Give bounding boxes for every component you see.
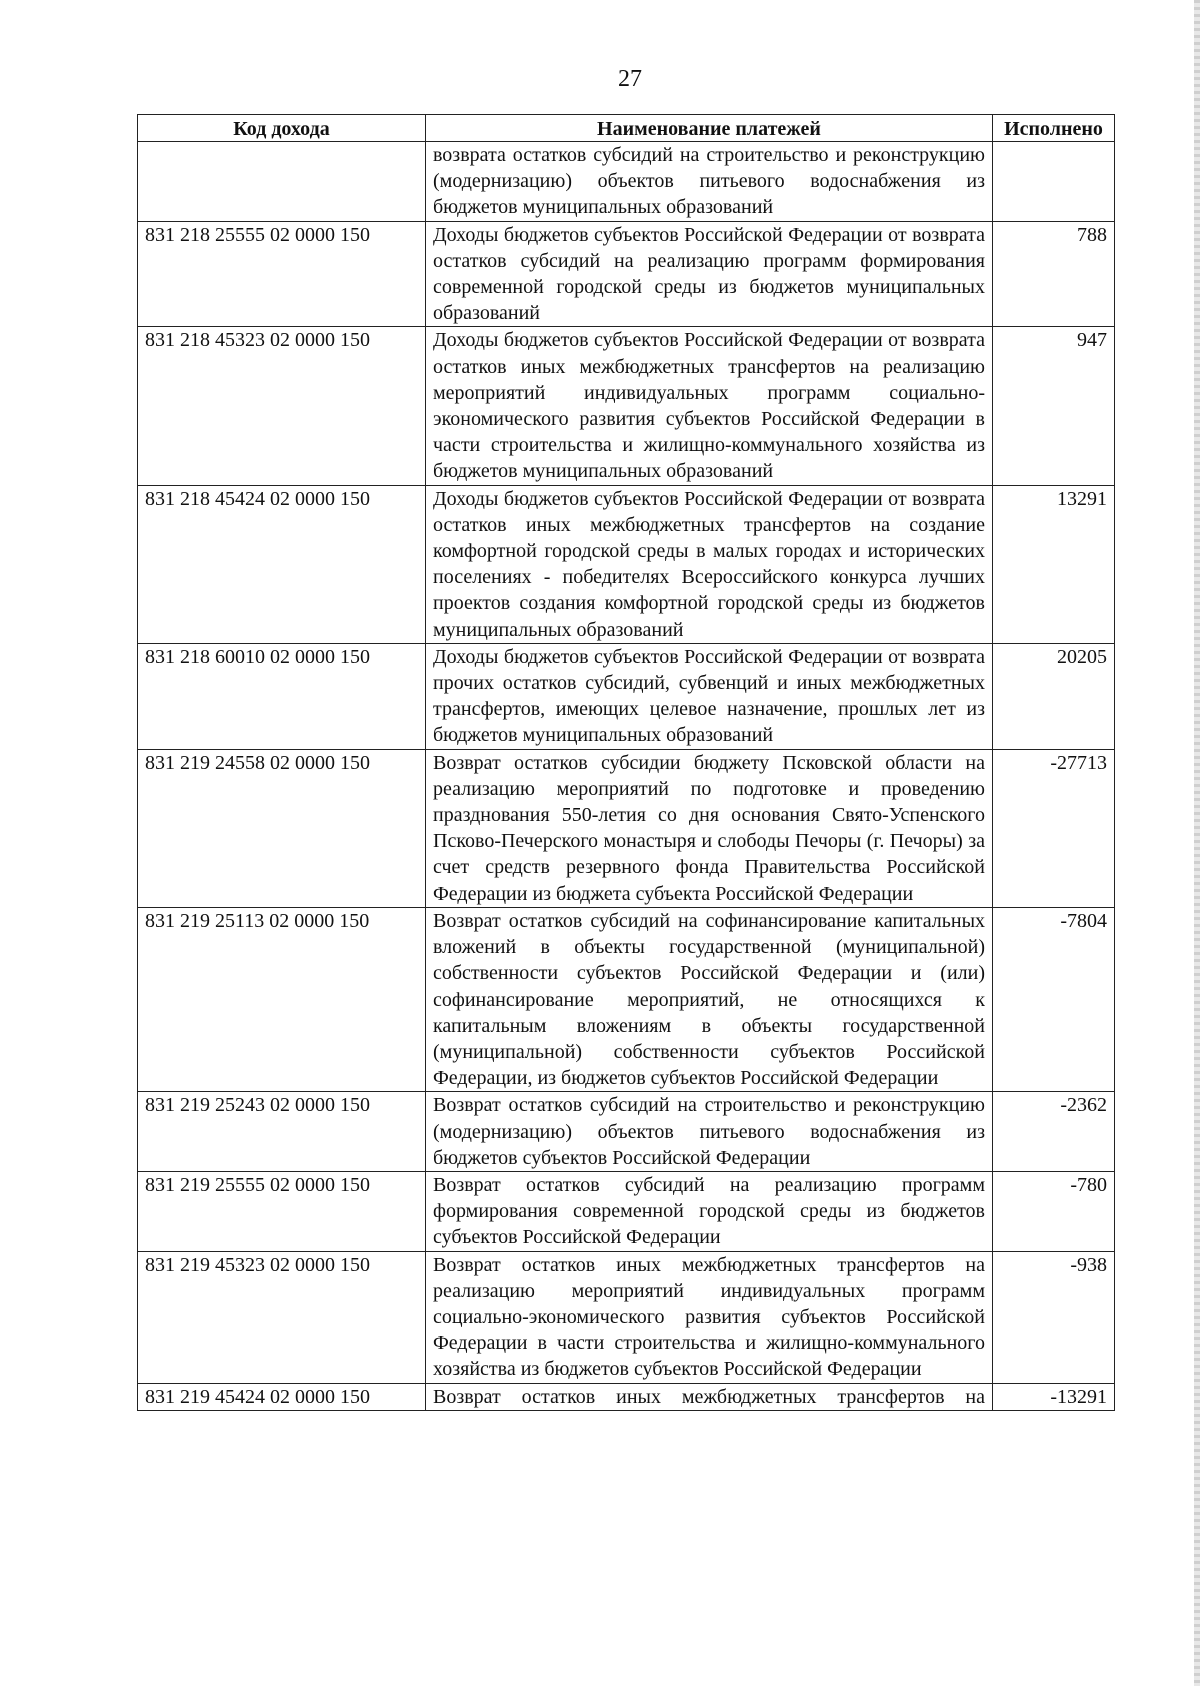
row-name: Возврат остатков субсидии бюджету Псковской области на реализацию мероприятий по подготовке и проведению празднования 550-летия со дня основания Свято-Успенского Псково-Печерского монастыря и слободы Печоры (г. Печоры) за счет средств резервного фонда Правительства Российской Федерации из бюджета субъекта Российской Федерации — [426, 749, 993, 907]
row-code: 831 219 25113 02 0000 150 — [138, 907, 426, 1091]
row-name: Доходы бюджетов субъектов Российской Федерации от возврата остатков иных межбюджетных трансфертов на создание комфортной городской среды в малых городах и исторических поселениях - победителях Всероссийского конкурса лучших проектов создания комфортной городской среды из бюджетов муниципальных образований — [426, 485, 993, 643]
table-row — [138, 1251, 1115, 1383]
table-row — [138, 907, 1115, 1091]
row-code: 831 218 45424 02 0000 150 — [138, 485, 426, 643]
row-code — [138, 142, 426, 222]
row-name: Возврат остатков субсидий на софинансирование капитальных вложений в объекты государственной (муниципальной) собственности субъектов Российской Федерации и (или) софинансирование мероприятий, не относящихся к капитальным вложениям в объекты государственной (муниципальной) собственности субъектов Российской Федерации, из бюджетов субъектов Российской Федерации — [426, 907, 993, 1091]
table-row — [138, 221, 1115, 327]
row-done: -13291 — [993, 1383, 1115, 1410]
page-number: 27 — [618, 66, 642, 92]
header-code: Код дохода — [138, 115, 426, 142]
row-done: -2362 — [993, 1092, 1115, 1172]
row-code: 831 219 45323 02 0000 150 — [138, 1251, 426, 1383]
table-row — [138, 327, 1115, 485]
row-name: возврата остатков субсидий на строительство и реконструкцию (модернизацию) объектов питьевого водоснабжения из бюджетов муниципальных образований — [426, 142, 993, 222]
row-name: Возврат остатков иных межбюджетных трансфертов на — [426, 1383, 993, 1410]
row-done: -27713 — [993, 749, 1115, 907]
table-row — [138, 485, 1115, 643]
table-row — [138, 1171, 1115, 1251]
row-done: 788 — [993, 221, 1115, 327]
row-code: 831 219 24558 02 0000 150 — [138, 749, 426, 907]
header-name: Наименование платежей — [426, 115, 993, 142]
row-name: Доходы бюджетов субъектов Российской Федерации от возврата остатков иных межбюджетных трансфертов на реализацию мероприятий индивидуальных программ социально-экономического развития субъектов Российской Федерации в части строительства и жилищно-коммунального хозяйства из бюджетов муниципальных образований — [426, 327, 993, 485]
scan-edge — [1194, 0, 1200, 1686]
header-done: Исполнено — [993, 115, 1115, 142]
table-header-row — [138, 115, 1115, 142]
revenue-table — [137, 114, 1115, 1411]
table-row — [138, 1092, 1115, 1172]
row-code: 831 219 25555 02 0000 150 — [138, 1171, 426, 1251]
table-row — [138, 749, 1115, 907]
row-name: Возврат остатков субсидий на строительство и реконструкцию (модернизацию) объектов питьевого водоснабжения из бюджетов субъектов Российской Федерации — [426, 1092, 993, 1172]
row-name: Доходы бюджетов субъектов Российской Федерации от возврата прочих остатков субсидий, субвенций и иных межбюджетных трансфертов, имеющих целевое назначение, прошлых лет из бюджетов муниципальных образований — [426, 643, 993, 749]
row-name: Возврат остатков субсидий на реализацию программ формирования современной городской среды из бюджетов субъектов Российской Федерации — [426, 1171, 993, 1251]
row-code: 831 218 45323 02 0000 150 — [138, 327, 426, 485]
row-done: -938 — [993, 1251, 1115, 1383]
row-code: 831 218 60010 02 0000 150 — [138, 643, 426, 749]
row-code: 831 218 25555 02 0000 150 — [138, 221, 426, 327]
row-name: Доходы бюджетов субъектов Российской Федерации от возврата остатков субсидий на реализацию программ формирования современной городской среды из бюджетов муниципальных образований — [426, 221, 993, 327]
row-done: 20205 — [993, 643, 1115, 749]
row-done: 13291 — [993, 485, 1115, 643]
table-row — [138, 142, 1115, 222]
row-name: Возврат остатков иных межбюджетных трансфертов на реализацию мероприятий индивидуальных программ социально-экономического развития субъектов Российской Федерации в части строительства и жилищно-коммунального хозяйства из бюджетов субъектов Российской Федерации — [426, 1251, 993, 1383]
row-done — [993, 142, 1115, 222]
row-done: -7804 — [993, 907, 1115, 1091]
table-row — [138, 643, 1115, 749]
row-code: 831 219 45424 02 0000 150 — [138, 1383, 426, 1410]
row-done: 947 — [993, 327, 1115, 485]
row-done: -780 — [993, 1171, 1115, 1251]
row-code: 831 219 25243 02 0000 150 — [138, 1092, 426, 1172]
table-row — [138, 1383, 1115, 1410]
